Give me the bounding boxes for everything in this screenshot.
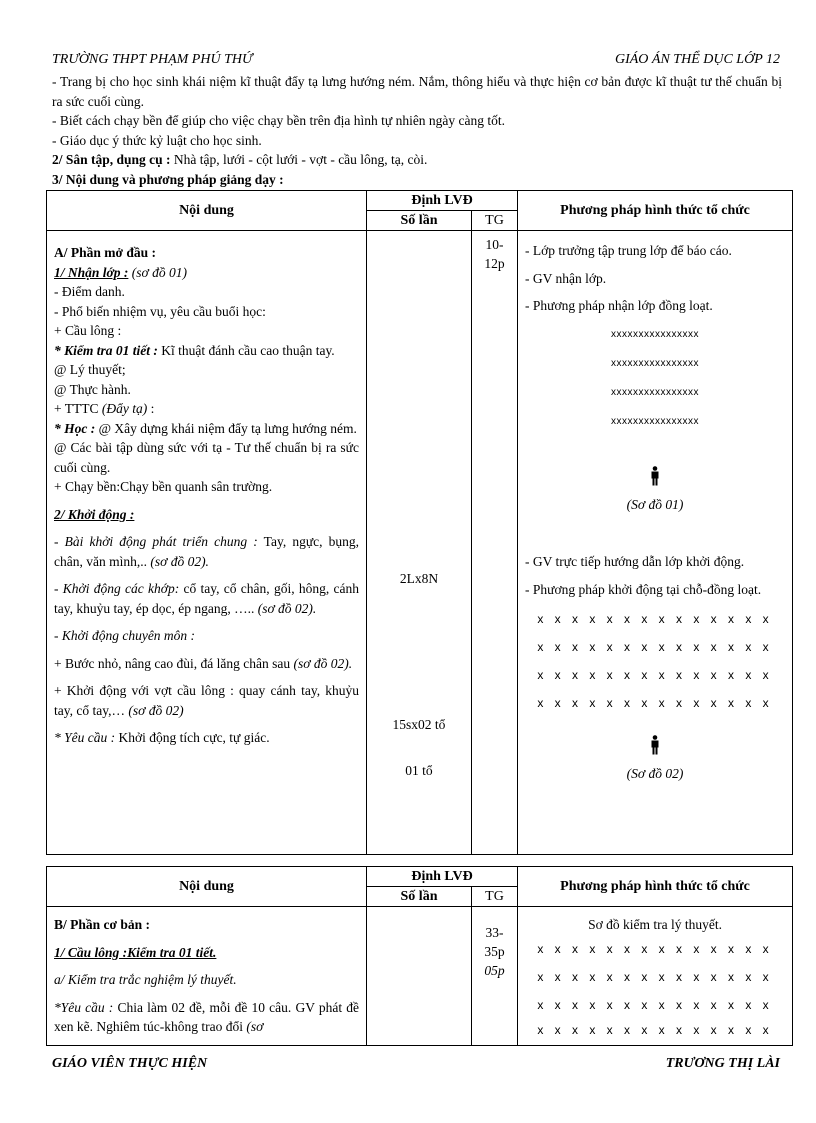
part-b-method-cell: [518, 907, 793, 1046]
nhan-lop-ref: (sơ đồ 01): [128, 264, 187, 280]
method-dong-loat: - Phương pháp nhận lớp đồng loạt.: [525, 298, 713, 313]
tttc-text: + TTTC: [54, 401, 102, 416]
part-b-title: B/ Phần cơ bản :: [54, 917, 150, 932]
part-a-so-lan-cell: [367, 231, 472, 855]
so-lan-vot: 01 tổ: [405, 763, 433, 778]
yeu-cau-b-text: Chia làm 02 đề, mỗi đề 10 câu. GV phát đề xen kẽ. Nghiêm túc-không trao đổi: [54, 999, 359, 1034]
caption-so-do-02: (Sơ đồ 02): [626, 766, 684, 781]
formation-3-row: x x x x x x x x x x x x x x: [537, 997, 773, 1012]
tg-ly-thuyet: 05p: [484, 963, 505, 978]
tg-co-ban: 33-35p: [484, 925, 505, 959]
item-pho-bien: - Phổ biến nhiệm vụ, yêu cầu buổi học:: [54, 303, 266, 319]
item-trac-nghiem: a/ Kiểm tra trắc nghiệm lý thuyết.: [54, 972, 237, 987]
so-lan-khoi-dong: 2Lx8N: [399, 571, 439, 586]
buoc-nho-text: + Bước nhỏ, nâng cao đùi, đá lăng chân sau: [54, 655, 291, 671]
buoc-nho-ref: (sơ đồ 02).: [290, 655, 353, 671]
yeu-cau-text: Khởi động tích cực, tự giác.: [115, 730, 270, 745]
teacher-person-icon: [525, 735, 785, 760]
equipment-label: 2/ Sân tập, dụng cụ :: [52, 152, 171, 167]
method-khoi-dong-tai-cho: - Phương pháp khởi động tại chỗ-đồng loạt.: [525, 581, 762, 597]
item-tttc: [54, 399, 359, 419]
part-b-content-cell: [47, 907, 367, 1046]
teacher-person-icon: [525, 466, 785, 491]
lesson-table-part-a: [46, 190, 793, 855]
section-cau-long: 1/ Cầu lông :Kiểm tra 01 tiết.: [54, 944, 217, 960]
school-name: TRƯỜNG THPT PHẠM PHÚ THỨ: [52, 52, 253, 67]
footer-teacher-name: TRƯƠNG THỊ LÀI: [665, 1056, 780, 1071]
item-diem-danh: - Điểm danh.: [54, 284, 125, 299]
part-b-tg-cell: [472, 907, 518, 1046]
tg-mo-dau: 10-12p: [484, 237, 505, 271]
item-buoc-nho: [54, 654, 359, 674]
yeu-cau-label: * Yêu cầu :: [54, 730, 116, 745]
formation-2-row: x x x x x x x x x x x x x x: [537, 696, 773, 710]
formation-2-row: x x x x x x x x x x x x x x: [537, 640, 773, 654]
khoi-dong-khop-ref: (sơ đồ 02).: [254, 600, 317, 616]
intro-line-3: - Giáo dục ý thức kỷ luật cho học sinh.: [52, 132, 262, 148]
formation-1-row: xxxxxxxxxxxxxxxx: [611, 386, 700, 398]
tttc-colon: :: [147, 401, 155, 416]
equipment-text: Nhà tập, lưới - cột lưới - vợt - cầu lông, tạ, còi.: [170, 152, 428, 167]
part-a-content-cell: [47, 231, 367, 855]
formation-1-row: xxxxxxxxxxxxxxxx: [611, 415, 700, 427]
khoi-dong-vot-ref: (sơ đồ 02): [124, 702, 184, 718]
item-yeu-cau: [54, 728, 359, 748]
nhan-lop-label: 1/ Nhận lớp :: [54, 264, 129, 280]
footer-teacher-label: GIÁO VIÊN THỰC HIỆN: [52, 1056, 208, 1071]
intro-line-2: - Biết cách chạy bền để giúp cho việc chạy bền trên địa hình tự nhiên ngày càng tốt.: [52, 113, 506, 128]
part-a-tg-cell: [472, 231, 518, 855]
formation-2-row: x x x x x x x x x x x x x x: [537, 612, 773, 626]
khoi-dong-chung-label: - Bài khởi động phát triển chung :: [54, 534, 258, 549]
part-a-method-cell: [518, 231, 793, 855]
formation-1-row: xxxxxxxxxxxxxxxx: [611, 357, 700, 369]
page-footer: [52, 1056, 780, 1072]
page-header: [52, 52, 780, 68]
item-chay-ben: + Chạy bền:Chạy bền quanh sân trường.: [54, 479, 273, 494]
yeu-cau-b-ref: (sơ: [242, 1019, 264, 1034]
item-khoi-dong-chung: [54, 532, 359, 571]
formation-2-row: x x x x x x x x x x x x x x: [537, 668, 773, 682]
formation-3-row: x x x x x x x x x x x x x x: [537, 969, 773, 984]
item-kiem-tra: [54, 341, 359, 361]
intro-line-1: - Trang bị cho học sinh khái niệm kĩ thuật đẩy tạ lưng hướng ném. Nắm, thông hiểu và thực hiện cơ bản được kĩ thuật tư thế chuẩn bị ra sức cuối cùng.: [52, 74, 782, 109]
col-header-tg: TG: [472, 887, 518, 907]
col-header-content: Nội dung: [47, 191, 367, 231]
method-so-do-ly-thuyet: Sơ đồ kiểm tra lý thuyết.: [588, 917, 722, 932]
hoc-label: * Học :: [54, 420, 96, 436]
subject-title: GIÁO ÁN THỂ DỤC LỚP 12: [614, 52, 780, 67]
item-khoi-dong-chuyen-mon: - Khởi động chuyên môn :: [54, 628, 196, 643]
formation-3-row: x x x x x x x x x x x x x x: [537, 941, 773, 956]
col-header-dinh-luong: Định LVĐ: [367, 867, 518, 887]
part-b-so-lan-cell: [367, 907, 472, 1046]
lesson-table-part-b: [46, 866, 793, 1046]
method-lop-truong: - Lớp trưởng tập trung lớp để báo cáo.: [525, 243, 732, 258]
khoi-dong-khop-label: - Khởi động các khớp:: [54, 581, 180, 596]
kiem-tra-text: Kĩ thuật đánh cầu cao thuận tay.: [157, 342, 335, 358]
content-heading: 3/ Nội dung và phương pháp giảng dạy :: [52, 171, 284, 187]
formation-1-row: xxxxxxxxxxxxxxxx: [611, 328, 700, 340]
col-header-content: Nội dung: [47, 867, 367, 907]
caption-so-do-01: (Sơ đồ 01): [626, 496, 684, 512]
equipment-line: [52, 150, 782, 170]
part-a-title: A/ Phần mở đầu :: [54, 245, 156, 260]
item-yeu-cau-b: [54, 998, 359, 1037]
hoc-text: @ Xây dựng khái niệm đẩy tạ lưng hướng ném.: [95, 420, 357, 436]
tttc-ref: (Đẩy tạ): [101, 401, 148, 416]
intro-section: [52, 72, 782, 189]
so-lan-buoc-nho: 15sx02 tổ: [392, 717, 446, 732]
item-bai-tap: @ Các bài tập dùng sức với tạ - Tư thế chuẩn bị ra sức cuối cùng.: [54, 440, 359, 475]
section-khoi-dong: 2/ Khởi động :: [54, 506, 135, 522]
kiem-tra-label: * Kiểm tra 01 tiết :: [54, 342, 158, 358]
col-header-so-lan: Số lần: [367, 211, 472, 231]
item-khoi-dong-khop: [54, 579, 359, 618]
method-gv-nhan-lop: - GV nhận lớp.: [525, 270, 607, 286]
khoi-dong-chung-text: Tay, ngực, bụng, chân, văn mình,..: [54, 534, 360, 569]
col-header-method: Phương pháp hình thức tổ chức: [518, 867, 793, 907]
col-header-so-lan: Số lần: [367, 887, 472, 907]
item-hoc: [54, 419, 359, 439]
khoi-dong-vot-text: + Khởi động với vợt cầu lông : quay cánh tay, khuỷu tay, cổ tay,…: [54, 683, 359, 718]
item-cau-long: + Cầu lông :: [54, 323, 122, 338]
method-gv-huong-dan: - GV trực tiếp hướng dẫn lớp khởi động.: [525, 554, 745, 569]
khoi-dong-khop-text: cổ tay, cổ chân, gối, hông, cánh tay, khuỷu tay, ép dọc, ép ngang, …..: [54, 581, 359, 616]
col-header-tg: TG: [472, 211, 518, 231]
col-header-dinh-luong: Định LVĐ: [367, 191, 518, 211]
item-ly-thuyet: @ Lý thuyết;: [54, 362, 126, 377]
item-khoi-dong-vot: [54, 681, 359, 720]
yeu-cau-b-label: *Yêu cầu :: [54, 999, 114, 1015]
col-header-method: Phương pháp hình thức tổ chức: [518, 191, 793, 231]
section-nhan-lop: [54, 263, 359, 283]
formation-3-row: x x x x x x x x x x x x x x: [537, 1022, 773, 1037]
item-thuc-hanh: @ Thực hành.: [54, 381, 131, 397]
khoi-dong-chung-ref: (sơ đồ 02).: [146, 553, 209, 569]
